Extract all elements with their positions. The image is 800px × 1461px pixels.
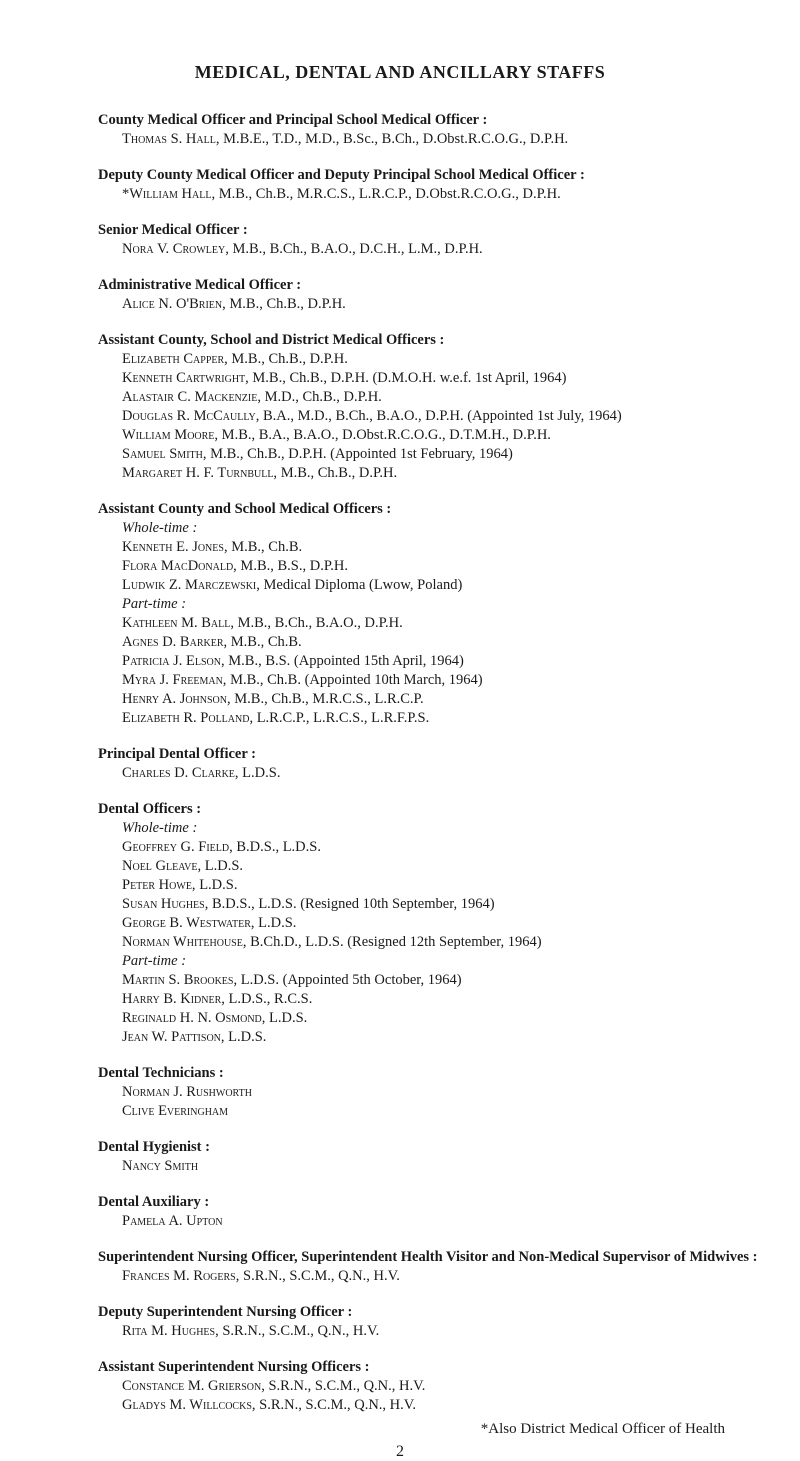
staff-qualifications: L.D.S.	[254, 915, 297, 931]
staff-qualifications: M.B., Ch.B., D.P.H. (D.M.O.H. w.e.f. 1st April, 1964)	[248, 370, 567, 386]
staff-qualifications: M.B., Ch.B. (Appointed 10th March, 1964)	[226, 672, 483, 688]
staff-name: Susan Hughes,	[122, 896, 209, 912]
section-heading: Deputy County Medical Officer and Deputy Principal School Medical Officer :	[98, 167, 585, 183]
staff-entry	[98, 295, 760, 314]
staff-entry	[98, 464, 760, 483]
staff-name: William Moore,	[122, 427, 219, 443]
staff-qualifications: S.R.N., S.C.M., Q.N., H.V.	[239, 1268, 400, 1284]
staff-entry	[98, 709, 760, 728]
staff-entry	[98, 1212, 760, 1231]
section-heading: Dental Officers :	[98, 801, 202, 817]
staff-entry	[98, 426, 760, 445]
staff-name: Thomas S. Hall,	[122, 131, 220, 147]
staff-qualifications: M.B.E., T.D., M.D., B.Sc., B.Ch., D.Obst.R.C.O.G., D.P.H.	[219, 131, 569, 147]
staff-entry	[98, 576, 760, 595]
staff-qualifications: L.D.S.	[195, 877, 238, 893]
staff-name: Frances M. Rogers,	[122, 1268, 240, 1284]
employment-type-label: Whole-time :	[122, 520, 198, 536]
staff-qualifications: M.B., Ch.B.	[227, 539, 303, 555]
staff-name: Constance M. Grierson,	[122, 1378, 265, 1394]
footnote: *Also District Medical Officer of Health	[480, 1421, 725, 1437]
staff-entry	[98, 1377, 760, 1396]
staff-qualifications: S.R.N., S.C.M., Q.N., H.V.	[218, 1323, 380, 1339]
staff-qualifications: L.D.S., R.C.S.	[224, 991, 313, 1007]
staff-qualifications: M.B., B.Ch., B.A.O., D.C.H., L.M., D.P.H.	[228, 241, 483, 257]
staff-name: Elizabeth Capper,	[122, 351, 228, 367]
staff-name: Pamela A. Upton	[122, 1213, 223, 1229]
staff-qualifications: M.D., Ch.B., D.P.H.	[260, 389, 382, 405]
section-heading: Assistant Superintendent Nursing Officers :	[98, 1359, 370, 1375]
staff-entry	[98, 876, 760, 895]
staff-qualifications: M.B., B.A., B.A.O., D.Obst.R.C.O.G., D.T.M.H., D.P.H.	[218, 427, 551, 443]
staff-name: Nancy Smith	[122, 1158, 199, 1174]
staff-entry	[98, 614, 760, 633]
staff-qualifications: Medical Diploma (Lwow, Poland)	[259, 577, 463, 593]
staff-qualifications: M.B., B.S. (Appointed 15th April, 1964)	[224, 653, 464, 669]
staff-name: Henry A. Johnson,	[122, 691, 231, 707]
staff-qualifications: M.B., Ch.B., D.P.H.	[225, 296, 346, 312]
staff-name: Reginald H. N. Osmond,	[122, 1010, 266, 1026]
staff-name: Ludwik Z. Marczewski,	[122, 577, 260, 593]
staff-entry	[98, 1102, 760, 1121]
staff-qualifications: M.B., Ch.B., M.R.C.S., L.R.C.P., D.Obst.R.C.O.G., D.P.H.	[215, 186, 561, 202]
staff-qualifications: L.D.S.	[238, 765, 281, 781]
staff-qualifications: S.R.N., S.C.M., Q.N., H.V.	[264, 1378, 426, 1394]
page-title: MEDICAL, DENTAL AND ANCILLARY STAFFS	[194, 62, 606, 82]
employment-type-label: Part-time :	[122, 596, 187, 612]
staff-qualifications: L.D.S.	[224, 1029, 267, 1045]
staff-qualifications: L.D.S. (Appointed 5th October, 1964)	[237, 972, 462, 988]
staff-entry	[98, 1322, 760, 1341]
staff-entry	[98, 369, 760, 388]
section-heading: Deputy Superintendent Nursing Officer :	[98, 1304, 353, 1320]
staff-entry	[98, 1028, 760, 1047]
staff-entry	[98, 1157, 760, 1176]
staff-entry	[98, 652, 760, 671]
staff-name: Kenneth Cartwright,	[122, 370, 249, 386]
staff-qualifications: M.B., Ch.B., D.P.H. (Appointed 1st February, 1964)	[206, 446, 513, 462]
staff-section	[98, 800, 760, 1047]
staff-name: Patricia J. Elson,	[122, 653, 225, 669]
staff-qualifications: M.B., Ch.B.	[227, 634, 302, 650]
staff-qualifications: B.Ch.D., L.D.S. (Resigned 12th September, 1964)	[246, 934, 542, 950]
staff-qualifications: S.R.N., S.C.M., Q.N., H.V.	[255, 1397, 416, 1413]
staff-name: Martin S. Brookes,	[122, 972, 238, 988]
section-heading: Assistant County and School Medical Officers :	[98, 501, 392, 517]
staff-name: Douglas R. McCaully,	[122, 408, 260, 424]
staff-section	[98, 221, 760, 259]
staff-section	[98, 1193, 760, 1231]
staff-name: Jean W. Pattison,	[122, 1029, 225, 1045]
staff-section	[98, 1064, 760, 1121]
staff-name: Gladys M. Willcocks,	[122, 1397, 256, 1413]
staff-section	[98, 331, 760, 483]
staff-name: George B. Westwater,	[122, 915, 255, 931]
page-number: 2	[396, 1443, 404, 1460]
staff-entry	[98, 671, 760, 690]
section-heading: Assistant County, School and District Medical Officers :	[98, 332, 445, 348]
staff-section	[98, 1248, 760, 1286]
staff-name: Norman J. Rushworth	[122, 1084, 252, 1100]
staff-entry	[98, 130, 760, 149]
section-heading: Principal Dental Officer :	[98, 746, 256, 762]
staff-qualifications: M.B., Ch.B., D.P.H.	[227, 351, 348, 367]
staff-entry	[98, 990, 760, 1009]
staff-section	[98, 745, 760, 783]
staff-entry	[98, 388, 760, 407]
staff-entry	[98, 933, 760, 952]
staff-entry	[98, 633, 760, 652]
staff-qualifications: M.B., B.Ch., B.A.O., D.P.H.	[233, 615, 403, 631]
staff-name: Nora V. Crowley,	[122, 241, 229, 257]
staff-name: Charles D. Clarke,	[122, 765, 239, 781]
staff-name: Flora MacDonald,	[122, 558, 237, 574]
staff-name: Harry B. Kidner,	[122, 991, 225, 1007]
staff-entry	[98, 538, 760, 557]
staff-name: Clive Everingham	[122, 1103, 229, 1119]
staff-section	[98, 1358, 760, 1415]
staff-name: Margaret H. F. Turnbull,	[122, 465, 278, 481]
staff-entry	[98, 690, 760, 709]
section-heading: Dental Hygienist :	[98, 1139, 210, 1155]
section-heading: Dental Technicians :	[98, 1065, 224, 1081]
staff-entry	[98, 971, 760, 990]
staff-entry	[98, 557, 760, 576]
section-heading: Senior Medical Officer :	[98, 222, 248, 238]
staff-qualifications: M.B., Ch.B., D.P.H.	[277, 465, 398, 481]
staff-name: Elizabeth R. Polland,	[122, 710, 254, 726]
staff-name: Norman Whitehouse,	[122, 934, 247, 950]
staff-name: Peter Howe,	[122, 877, 196, 893]
staff-entry	[98, 185, 760, 204]
staff-name: Alastair C. Mackenzie,	[122, 389, 261, 405]
staff-name: Kathleen M. Ball,	[122, 615, 234, 631]
staff-name: Myra J. Freeman,	[122, 672, 227, 688]
staff-entry	[98, 1009, 760, 1028]
staff-list	[98, 111, 760, 1415]
staff-name: Noel Gleave,	[122, 858, 202, 874]
staff-section	[98, 276, 760, 314]
staff-name: *William Hall,	[122, 186, 216, 202]
staff-entry	[98, 240, 760, 259]
staff-entry	[98, 445, 760, 464]
staff-entry	[98, 895, 760, 914]
staff-entry	[98, 350, 760, 369]
staff-qualifications: L.D.S.	[265, 1010, 308, 1026]
staff-name: Kenneth E. Jones,	[122, 539, 228, 555]
staff-name: Rita M. Hughes,	[122, 1323, 219, 1339]
section-heading: County Medical Officer and Principal School Medical Officer :	[98, 112, 488, 128]
staff-qualifications: B.D.S., L.D.S. (Resigned 10th September, 1964)	[208, 896, 495, 912]
staff-entry	[98, 1396, 760, 1415]
section-heading: Administrative Medical Officer :	[98, 277, 302, 293]
staff-entry	[98, 838, 760, 857]
employment-type-label: Whole-time :	[122, 820, 198, 836]
staff-section	[98, 1138, 760, 1176]
staff-entry	[98, 407, 760, 426]
staff-section	[98, 166, 760, 204]
staff-entry	[98, 764, 760, 783]
staff-name: Geoffrey G. Field,	[122, 839, 233, 855]
section-heading: Superintendent Nursing Officer, Superintendent Health Visitor and Non-Medical Supervisor of Midwives :	[98, 1249, 758, 1265]
staff-name: Samuel Smith,	[122, 446, 207, 462]
staff-qualifications: B.A., M.D., B.Ch., B.A.O., D.P.H. (Appointed 1st July, 1964)	[259, 408, 622, 424]
staff-qualifications: M.B., B.S., D.P.H.	[236, 558, 348, 574]
staff-section	[98, 111, 760, 149]
staff-entry	[98, 1083, 760, 1102]
staff-qualifications: B.D.S., L.D.S.	[232, 839, 321, 855]
employment-type-label: Part-time :	[122, 953, 187, 969]
staff-name: Alice N. O'Brien,	[122, 296, 226, 312]
staff-section	[98, 500, 760, 728]
staff-entry	[98, 857, 760, 876]
staff-name: Agnes D. Barker,	[122, 634, 228, 650]
staff-entry	[98, 1267, 760, 1286]
staff-entry	[98, 914, 760, 933]
staff-qualifications: L.D.S.	[201, 858, 244, 874]
staff-qualifications: M.B., Ch.B., M.R.C.S., L.R.C.P.	[230, 691, 424, 707]
staff-section	[98, 1303, 760, 1341]
section-heading: Dental Auxiliary :	[98, 1194, 210, 1210]
staff-qualifications: L.R.C.P., L.R.C.S., L.R.F.P.S.	[253, 710, 430, 726]
